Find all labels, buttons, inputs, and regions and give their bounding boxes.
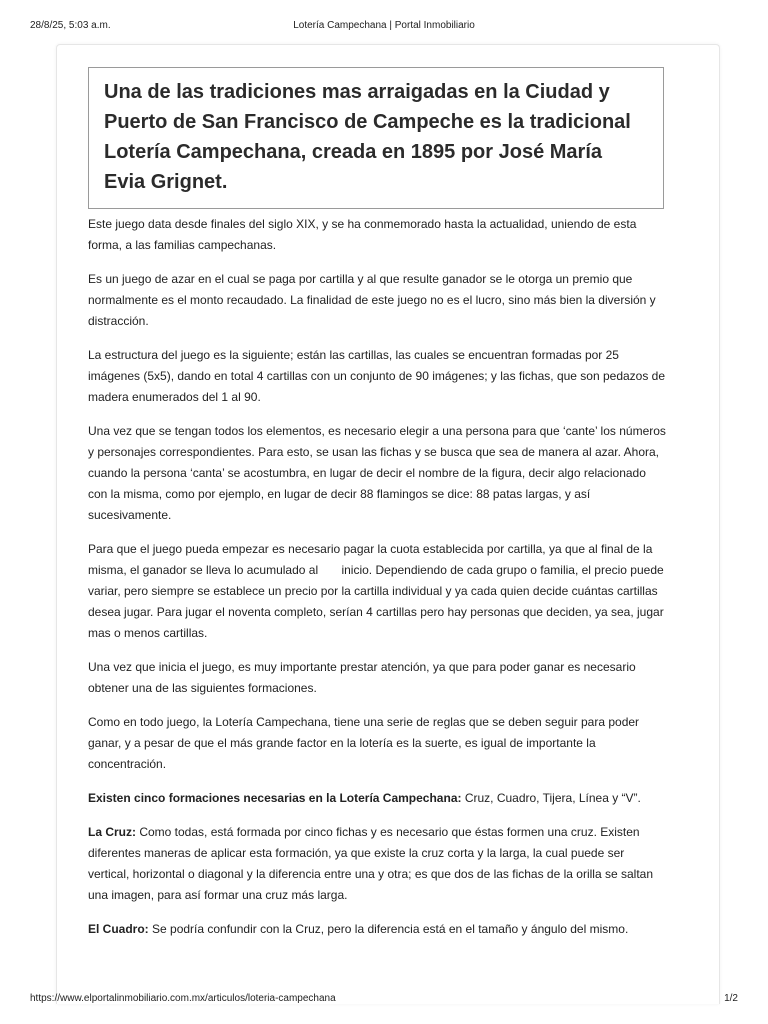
el-cuadro-text: Se podría confundir con la Cruz, pero la diferencia está en el tamaño y ángulo del mismo. bbox=[148, 922, 629, 936]
el-cuadro-label: El Cuadro: bbox=[88, 922, 149, 936]
la-cruz-text: Como todas, está formada por cinco fichas y es necesario que éstas formen una cruz. Existen diferentes maneras de aplicar esta formación, ya que existe la cruz corta y la larga, la cual puede ser vertical, horizontal o diagonal y la diferencia entre una y otra; es que dos de las fichas de la orilla se saltan una imagen, para así formar una cruz más larga. bbox=[88, 825, 653, 902]
paragraph-3: La estructura del juego es la siguiente; están las cartillas, las cuales se encuentran formadas por 25 imágenes (5x5), dando en total 4 cartillas con un conjunto de 90 imágenes; y las fichas, que son pedazos de madera enumerados del 1 al 90. bbox=[88, 348, 666, 404]
formations-lead: Existen cinco formaciones necesarias en la Lotería Campechana: bbox=[88, 791, 462, 805]
print-footer bbox=[0, 993, 768, 1013]
paragraph-6: Una vez que inicia el juego, es muy importante prestar atención, ya que para poder ganar es necesario obtener una de las siguientes formaciones. bbox=[88, 660, 636, 695]
paragraph-la-cruz bbox=[88, 822, 668, 906]
la-cruz-label: La Cruz: bbox=[88, 825, 136, 839]
print-date: 28/8/25, 5:03 a.m. bbox=[30, 20, 111, 31]
headline-box bbox=[88, 67, 664, 209]
paragraph-el-cuadro bbox=[88, 919, 668, 940]
paragraph-formations bbox=[88, 788, 668, 809]
article-body bbox=[88, 214, 668, 953]
paragraph-5: Para que el juego pueda empezar es necesario pagar la cuota establecida por cartilla, ya que al final de la misma, el ganador se lleva lo acumulado al inicio. Dependiendo de cada grupo o familia, el precio puede variar, pero siempre se establece un precio por la cartilla individual y ya cada quien decide cuántas cartillas desea jugar. Para jugar el noventa completo, serían 4 cartillas pero hay personas que deciden, ya sea, jugar mas o menos cartillas. bbox=[88, 542, 668, 640]
print-page-title: Lotería Campechana | Portal Inmobiliario bbox=[293, 20, 475, 31]
print-header bbox=[0, 0, 768, 40]
page-url: https://www.elportalinmobiliario.com.mx/articulos/loteria-campechana bbox=[30, 993, 336, 1004]
paragraph-7: Como en todo juego, la Lotería Campechana, tiene una serie de reglas que se deben seguir para poder ganar, y a pesar de que el más grande factor en la lotería es la suerte, es igual de importante la concentración. bbox=[88, 715, 640, 771]
formations-list: Cruz, Cuadro, Tijera, Línea y “V”. bbox=[461, 791, 641, 805]
paragraph-2: Es un juego de azar en el cual se paga por cartilla y al que resulte ganador se le otorga un premio que normalmente es el monto recaudado. La finalidad de este juego no es el lucro, sino más bien la diversión y distracción. bbox=[88, 272, 656, 328]
article-headline: Una de las tradiciones mas arraigadas en la Ciudad y Puerto de San Francisco de Campeche es la tradicional Lotería Campechana, creada en 1895 por José María Evia Grignet. bbox=[104, 81, 631, 193]
page-number: 1/2 bbox=[724, 993, 738, 1004]
paragraph-4: Una vez que se tengan todos los elementos, es necesario elegir a una persona para que ‘cante’ los números y personajes correspondientes. Para esto, se usan las fichas y se busca que sea de manera al azar. Ahora, cuando la persona ‘canta’ se acostumbra, en lugar de decir el nombre de la figura, decir algo relacionado con la misma, como por ejemplo, en lugar de decir 88 flamingos se dice: 88 patas largas, y así sucesivamente. bbox=[88, 424, 666, 522]
paragraph-1: Este juego data desde finales del siglo XIX, y se ha conmemorado hasta la actualidad, uniendo de esta forma, a las familias campechanas. bbox=[88, 217, 637, 252]
